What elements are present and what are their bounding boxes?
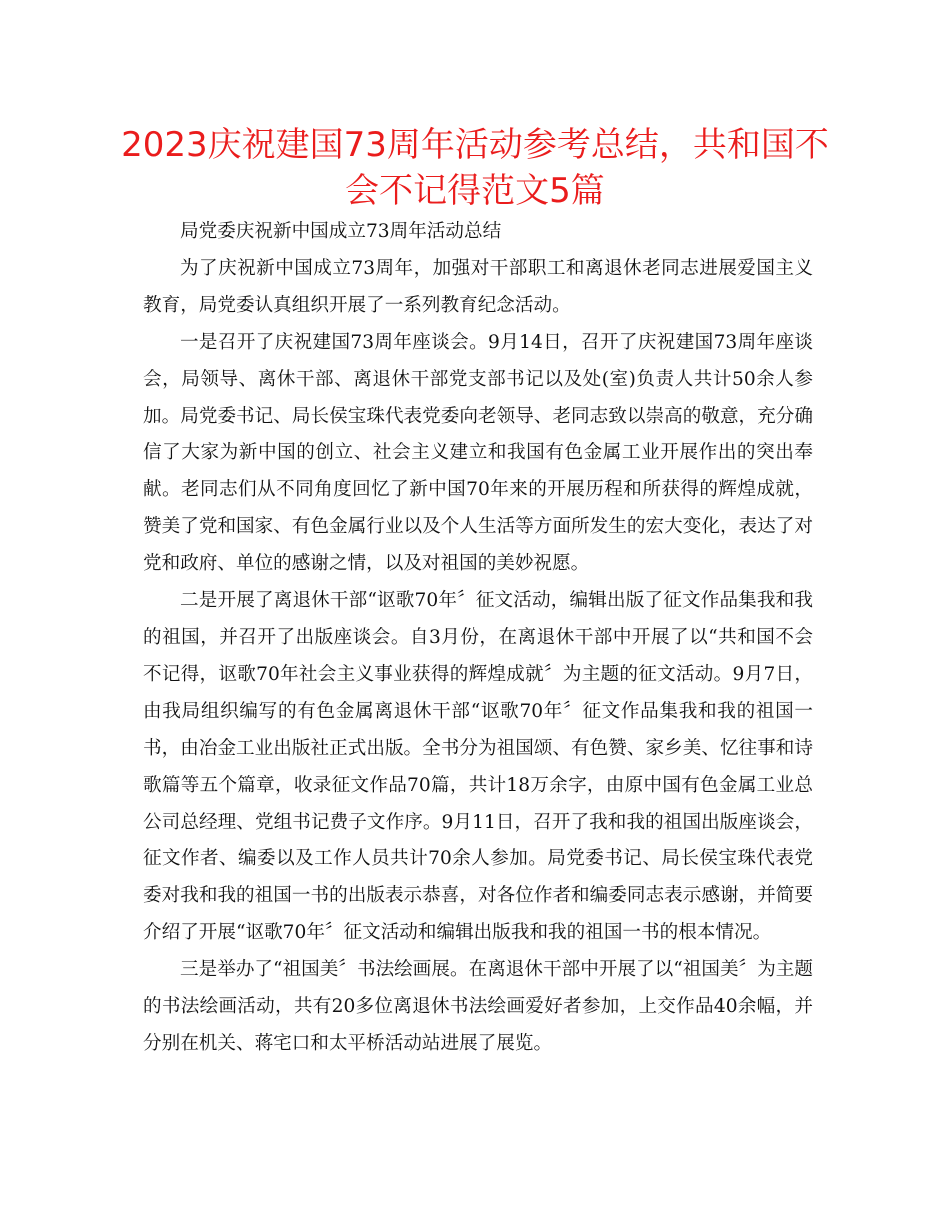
paragraph-essay-contest: 二是开展了离退休干部“讴歌70年〞征文活动，编辑出版了征文作品集我和我的祖国，并召开了出版座谈会。自3月份，在离退休干部中开展了以“共和国不会不记得，讴歌70年社会主义事业获得的辉煌成就〞为主题的征文活动。9月7日，由我局组织编写的有色金属离退休干部“讴歌70年〞征文作品集我和我的祖国一书，由冶金工业出版社正式出版。全书分为祖国颂、有色赞、家乡美、忆往事和诗歌篇等五个篇章，收录征文作品70篇，共计18万余字，由原中国有色金属工业总公司总经理、党组书记费子文作序。9月11日，召开了我和我的祖国出版座谈会，征文作者、编委以及工作人员共计70余人参加。局党委书记、局长侯宝珠代表党委对我和我的祖国一书的出版表示恭喜，对各位作者和编委同志表示感谢，并简要介绍了开展“讴歌70年〞征文活动和编辑出版我和我的祖国一书的根本情况。 [143, 590, 813, 944]
paragraph-intro: 为了庆祝新中国成立73周年，加强对干部职工和离退休老同志进展爱国主义教育，局党委认真组织开展了一系列教育纪念活动。 [143, 257, 813, 316]
document-title: 2023庆祝建国73周年活动参考总结，共和国不会不记得范文5篇 [121, 125, 829, 211]
document-body [143, 214, 813, 1063]
document-subtitle: 局党委庆祝新中国成立73周年活动总结 [180, 221, 502, 242]
paragraph-symposium: 一是召开了庆祝建国73周年座谈会。9月14日，召开了庆祝建国73周年座谈会，局领导、离休干部、离退休干部党支部书记以及处(室)负责人共计50余人参加。局党委书记、局长侯宝珠代表党委向老领导、老同志致以崇高的敬意，充分确信了大家为新中国的创立、社会主义建立和我国有色金属工业开展作出的突出奉献。老同志们从不同角度回忆了新中国70年来的开展历程和所获得的辉煌成就，赞美了党和国家、有色金属行业以及个人生活等方面所发生的宏大变化，表达了对党和政府、单位的感谢之情，以及对祖国的美妙祝愿。 [143, 331, 813, 575]
paragraph-art-exhibition: 三是举办了“祖国美〞书法绘画展。在离退休干部中开展了以“祖国美〞为主题的书法绘画活动，共有20多位离退休书法绘画爱好者参加，上交作品40余幅，并分别在机关、蒋宅口和太平桥活动站进展了展览。 [143, 959, 813, 1054]
